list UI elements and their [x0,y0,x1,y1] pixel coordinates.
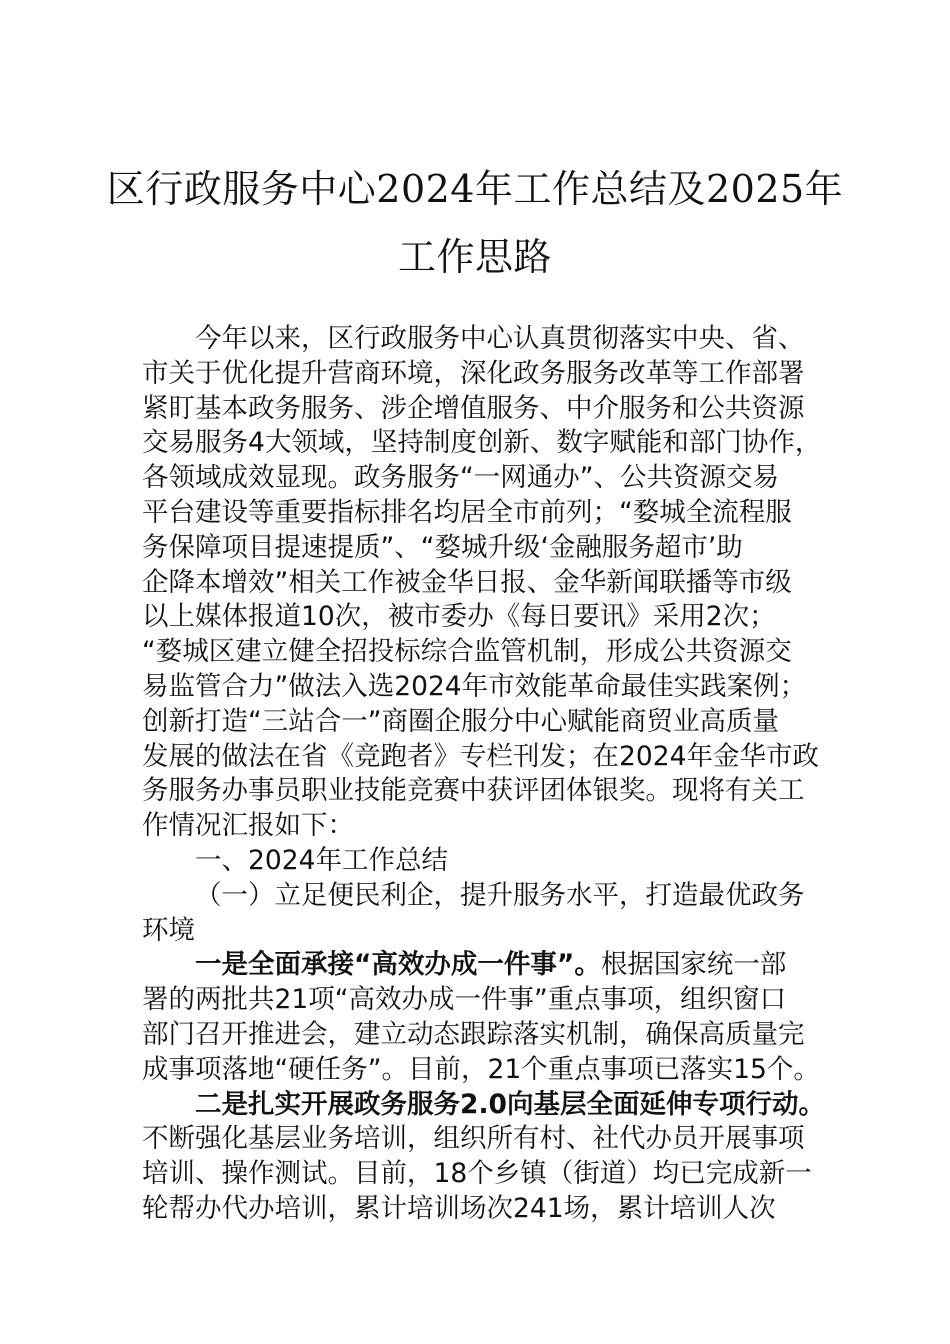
intro-line: 今年以来，区行政服务中心认真贯彻落实中央、省、 [195,323,805,354]
item-1-first-line [142,948,812,983]
intro-line: 创新打造“三站合一”商圈企服分中心赋能商贸业高质量 [142,705,779,737]
intro-line: 各领域成效显现。政务服务“一网通办”、公共资源交易 [142,462,779,494]
item-1-line: 署的两批共21项“高效办成一件事”重点事项，组织窗口 [142,984,787,1016]
section-heading: 一、2024年工作总结 [195,844,448,876]
item-1-rest: 根据国家统一部 [600,949,787,981]
document-body [142,322,825,1227]
intro-line: 务保障项目提速提质”、“婺城升级‘金融服务超市’助 [142,531,743,563]
item-2-bold-lead: 二是扎实开展政务服务2.0向基层全面延伸专项行动。 [195,1088,825,1120]
item-1-line: 部门召开推进会，建立动态跟踪落实机制，确保高质量完 [142,1018,805,1050]
document-title-line-2: 工作思路 [397,235,552,279]
item-1-bold-lead: 一是全面承接“高效办成一件事”。 [195,949,601,981]
intro-line: 企降本增效”相关工作被金华日报、金华新闻联播等市级 [142,566,792,598]
intro-line: 平台建设等重要指标排名均居全市前列；“婺城全流程服 [142,496,792,528]
intro-line: 易监管合力”做法入选2024年市效能革命最佳实践案例； [142,670,807,702]
intro-line: “婺城区建立健全招投标综合监管机制，形成公共资源交 [142,636,792,668]
document-title-line-1: 区行政服务中心2024年工作总结及2025年 [106,167,844,211]
item-2-line: 不断强化基层业务培训，组织所有村、社代办员开展事项 [142,1123,805,1155]
subsection-heading-line-1: （一）立足便民利企，提升服务水平，打造最优政务 [195,879,805,911]
subsection-heading-line-2: 环境 [142,914,195,946]
intro-line: 务服务办事员职业技能竞赛中获评团体银奖。现将有关工 [142,775,805,807]
intro-line: 作情况汇报如下： [142,810,354,842]
intro-line: 市关于优化提升营商环境，深化政务服务改革等工作部署 [142,357,805,389]
intro-line: 发展的做法在省《竞跑者》专栏刊发；在2024年金华市政 [142,740,819,772]
intro-line: 以上媒体报道10次，被市委办《每日要讯》采用2次； [142,601,776,633]
intro-line: 交易服务4大领域，坚持制度创新、数字赋能和部门协作， [142,427,822,459]
item-2-line: 轮帮办代办培训，累计培训场次241场，累计培训人次 [142,1192,776,1224]
intro-line: 紧盯基本政务服务、涉企增值服务、中介服务和公共资源 [142,392,805,424]
item-1-line: 成事项落地“硬任务”。目前，21个重点事项已落实15个。 [142,1053,820,1085]
item-2-line: 培训、操作测试。目前，18个乡镇（街道）均已完成新一 [142,1158,812,1190]
